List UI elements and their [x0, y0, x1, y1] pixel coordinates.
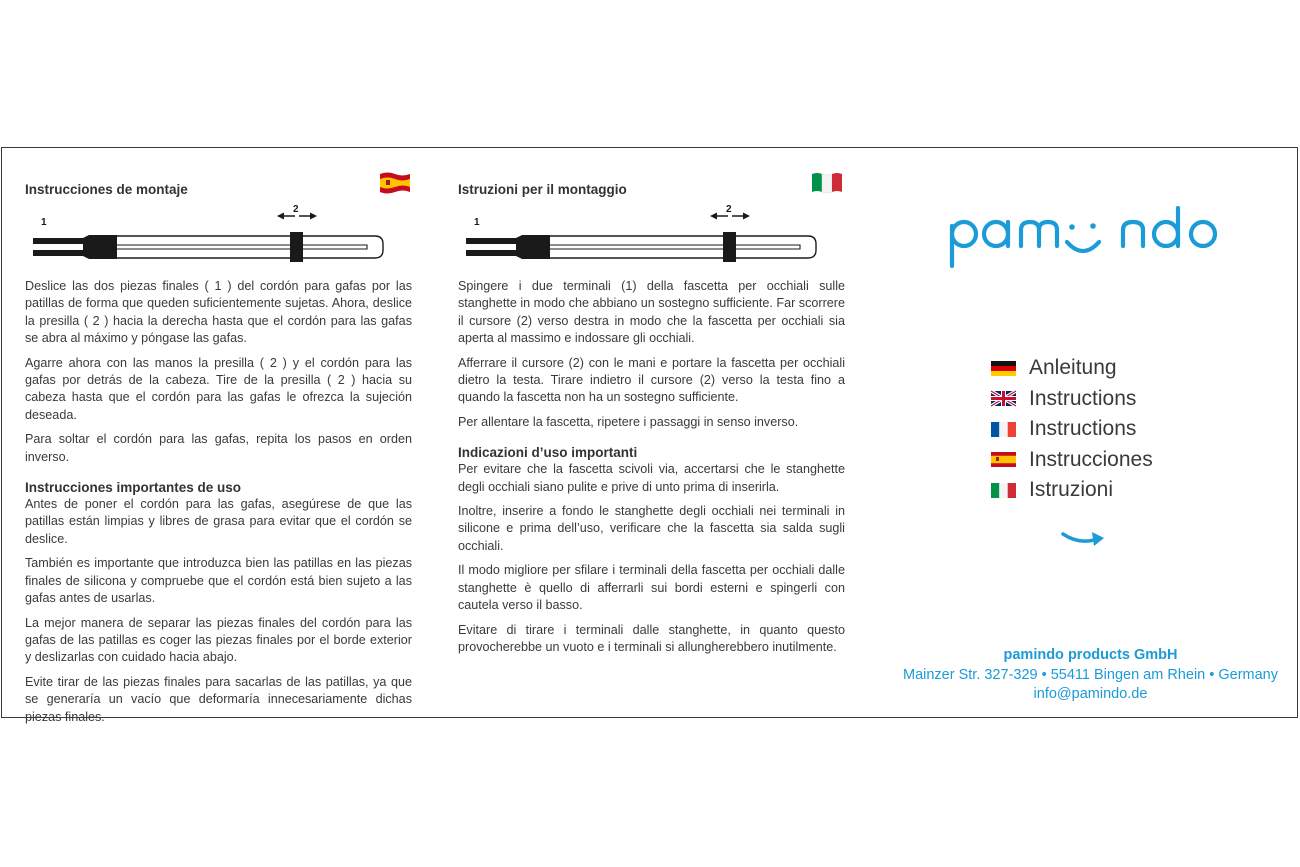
spanish-body — [25, 278, 412, 733]
gb-flag-icon — [990, 389, 1017, 408]
italian-usage-title: Indicazioni d’uso importanti — [458, 445, 638, 461]
italian-usage-paragraph: Inoltre, inserire a fondo le stanghette degli occhiali nei terminali in silicone e prima dell’uso, verificare che la fascetta sia salda sugli occhiali. — [458, 504, 845, 553]
spanish-paragraph: Para soltar el cordón para las gafas, repita los pasos en orden inverso. — [25, 432, 412, 464]
language-item-fr — [990, 414, 1153, 445]
language-label: Instrucciones — [1029, 447, 1153, 471]
spanish-usage-paragraph: Evite tirar de las piezas finales para sacarlas de las patillas, ya que se generaría un vacío que deformaría innecesariamente dichas piezas finales. — [25, 674, 412, 724]
language-item-es — [990, 445, 1153, 476]
italian-paragraph: Per allentare la fascetta, ripetere i passaggi in senso inverso. — [458, 414, 799, 429]
spanish-usage-title: Instrucciones importantes de uso — [25, 480, 242, 496]
es-flag-icon — [990, 450, 1017, 469]
instruction-sheet — [1, 147, 1298, 724]
diagram-label-1: 1 — [474, 217, 480, 228]
brand-panel — [882, 148, 1299, 719]
italian-usage-paragraph: Per evitare che la fascetta scivoli via, accertarsi che le stanghette degli occhiali siano pulite e prive di unto prima di inserirla. — [458, 462, 845, 494]
language-label: Instructions — [1029, 386, 1137, 410]
strap-diagram — [458, 202, 830, 268]
spanish-paragraph: Deslice las dos piezas finales ( 1 ) del cordón para gafas por las patillas de forma que queden suficientemente sujetas. Ahora, deslice la presilla ( 2 ) hacia la derecha hasta que el cordón para las gafas se abra al máximo y póngase las gafas. — [25, 279, 412, 346]
strap-diagram — [25, 202, 397, 268]
language-item-it — [990, 475, 1153, 506]
company-email[interactable]: info@pamindo.de — [1033, 686, 1148, 702]
spain-flag-icon — [378, 170, 412, 196]
company-info — [882, 646, 1299, 705]
spanish-usage-paragraph: Antes de poner el cordón para las gafas, asegúrese de que las patillas están limpias y libres de grasa para evitar que el cordón se deslice. — [25, 497, 412, 546]
company-address: Mainzer Str. 327-329 • 55411 Bingen am Rhein • Germany — [902, 666, 1278, 683]
diagram-label-2: 2 — [726, 204, 732, 215]
language-label: Instructions — [1029, 417, 1137, 441]
italian-paragraph: Spingere i due terminali (1) della fascetta per occhiali sulle stanghette in modo che abbiano un sostegno sufficiente. Far scorrere il cursore (2) verso destra in modo che la fascetta per occhiali sia aperta al massimo e indossare gli occhiali. — [458, 279, 845, 346]
spanish-title: Instrucciones de montaje — [25, 182, 188, 197]
diagram-label-1: 1 — [41, 217, 47, 228]
pamindo-logo — [947, 206, 1227, 276]
italian-body — [458, 278, 845, 663]
italian-title: Istruzioni per il montaggio — [458, 182, 627, 197]
italian-usage-paragraph: Evitare di tirare i terminali dalle stanghette, in quanto questo provocherebbe un vuoto e i terminali si allungherebbero inutilmente. — [458, 622, 845, 654]
italian-paragraph: Afferrare il cursore (2) con le mani e portare la fascetta per occhiali dietro la testa. Tirare indietro il cursore (2) verso la testa fino a quando la fascetta non ha un sostegno sufficiente. — [458, 355, 845, 405]
it-flag-icon — [990, 481, 1017, 500]
company-name: pamindo products GmbH — [1003, 647, 1178, 663]
italian-usage-paragraph: Il modo migliore per sfilare i terminali della fascetta per occhiali dalle stanghette è quello di afferrarli sui bordi esterni e spingerli con cautela verso il basso. — [458, 563, 845, 613]
spanish-usage-paragraph: La mejor manera de separar las piezas finales del cordón para las gafas de las patillas es coger las piezas finales por el borde exterior y deslizarlas con cuidado hacia abajo. — [25, 615, 412, 665]
italy-flag-icon — [810, 170, 844, 196]
language-label: Istruzioni — [1029, 478, 1114, 502]
language-list — [990, 353, 1153, 506]
turn-page-arrow-icon — [1060, 526, 1108, 550]
language-item-de — [990, 353, 1153, 384]
spanish-paragraph: Agarre ahora con las manos la presilla ( 2 ) y el cordón para las gafas por detrás de la cabeza. Tire de la presilla ( 2 ) hacia su cabeza hasta que el cordón para las gafas le ofrezca la sujeción deseada. — [25, 355, 412, 422]
language-item-en — [990, 384, 1153, 415]
spanish-usage-paragraph: También es importante que introduzca bien las patillas en las piezas finales de silicona y compruebe que el cordón está bien sujeto a las gafas antes de usarlas. — [25, 556, 412, 606]
diagram-label-2: 2 — [293, 204, 299, 215]
language-label: Anleitung — [1029, 356, 1117, 380]
de-flag-icon — [990, 359, 1017, 378]
fr-flag-icon — [990, 420, 1017, 439]
